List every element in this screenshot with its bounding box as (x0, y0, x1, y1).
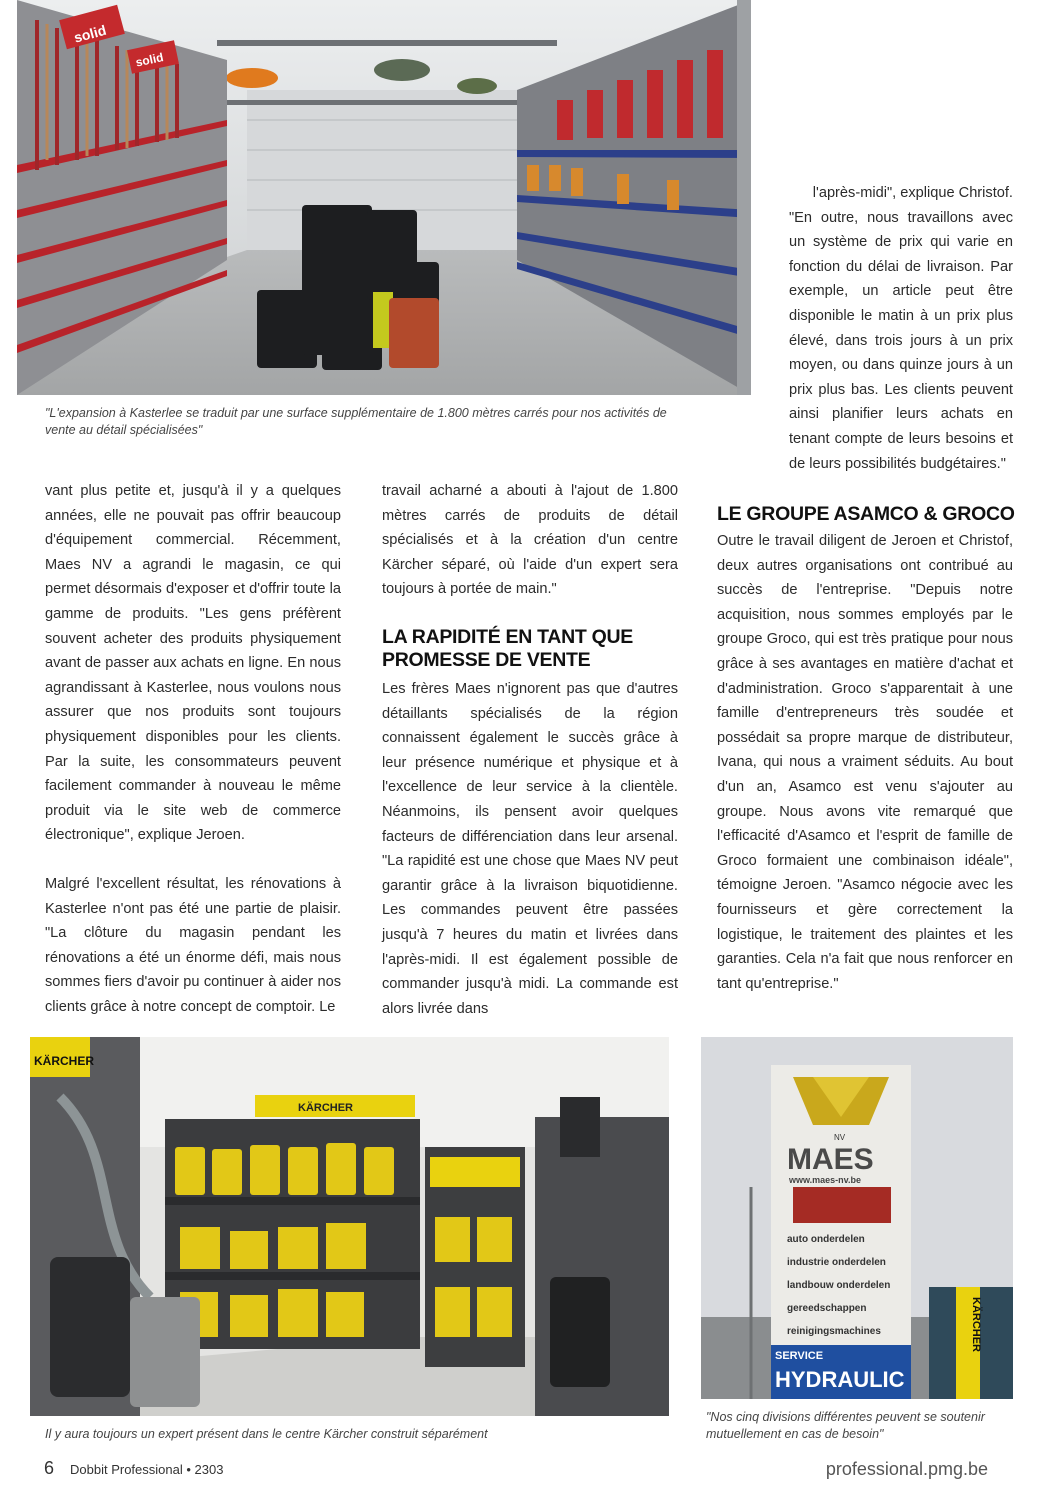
maes-name: MAES (787, 1143, 874, 1176)
paragraph: Outre le travail diligent de Jeroen et Christof, deux autres organisations ont contribué au succès de l'entreprise. "Depuis notre acquisition, nous sommes employés par le groupe Groco, qui est très pratique pour nous grâce à ses avantages en matière d'achat et d'administration. Groco s'apparentait à une famille d'entrepreneurs très soudée et possédait sa propre marque de distributeur, Ivana, qui nous a vraiment séduits. Au bout d'un an, Asamco est venu s'ajouter au groupe. Nous avons vite remarqué que l'efficacité d'Asamco et l'esprit de famille de Groco formaient une combinaison idéale", témoigne Jeroen. "Asamco négocie avec les fournisseurs et gère correctement la logistique, le traitement des plaintes et les garanties. Cela n'a fait que nous renforcer en tant qu'entreprise." (717, 533, 1013, 992)
maes-division: gereedschappen (787, 1303, 867, 1314)
article-column-1 (45, 479, 341, 1019)
karcher-logo-left: KÄRCHER (34, 1054, 94, 1068)
heading-line: PROMESSE DE VENTE (382, 649, 591, 671)
caption-top: "L'expansion à Kasterlee se traduit par une surface supplémentaire de 1.800 mètres carrés pour nos activités de vente au détail spécialisées" (45, 406, 667, 437)
caption-bottom-right: "Nos cinq divisions différentes peuvent se soutenir mutuellement en cas de besoin" (706, 1410, 985, 1441)
solid-sign-1: solid (72, 21, 108, 46)
paragraph: "En outre, nous travaillons avec un système de prix qui varie en fonction du délai de livraison. Par exemple, un article peut être disponible le matin à un prix plus élevé, dans trois jours à un prix moyen, ou dans quinze jours à un prix plus bas. Les clients peuvent ainsi planifier leurs achats en tenant compte de leurs besoins et de leurs possibilités budgétaires." (789, 209, 1013, 472)
hydraulic-label: HYDRAULIC (775, 1367, 905, 1392)
service-label: SERVICE (775, 1350, 824, 1362)
paragraph: l'après-midi", explique Christof. (812, 185, 1013, 201)
section-heading-groupe: LE GROUPE ASAMCO & GROCO (717, 503, 1015, 525)
maes-url: www.maes-nv.be (789, 1175, 862, 1185)
maes-division: auto onderdelen (787, 1234, 865, 1245)
paragraph: Les frères Maes n'ignorent pas que d'autres détaillants spécialisés de la région connaissent également le succès grâce à leur présence numérique et physique et à l'excellence de leur service à la clientèle. Néanmoins, ils pensent avoir quelques facteurs de différenciation dans leur arsenal. "La rapidité est une chose que Maes NV peut garantir grâce à la livraison biquotidienne. Les commandes peuvent être passées jusqu'à 7 heures du matin et livrées dans l'après-midi. Il est également possible de commander jusqu'à midi. La commande est alors livrée dans (382, 681, 678, 1017)
paragraph: Malgré l'excellent résultat, les rénovations à Kasterlee n'ont pas été une partie de plaisir. "La clôture du magasin pendant les rénovations a été un énorme défi, mais nous sommes fiers d'avoir pu continuer à aider nos clients grâce à notre concept de comptoir. Le (45, 875, 341, 1015)
article-column-right-top (789, 181, 1013, 476)
paragraph: vant plus petite et, jusqu'à il y a quelques années, elle ne pouvait pas offrir beaucoup d'équipement commercial. Récemment, Maes NV a agrandi le magasin, ce qui permet désormais d'exposer et d'offrir toute la gamme de produits. "Les gens préfèrent souvent acheter des produits physiquement avant de passer aux achats en ligne. En nous agrandissant à Kasterlee, nous voulons nous assurer que nos produits sont toujours physiquement disponibles pour les clients. Par la suite, les consommateurs peuvent facilement commander à nouveau le même produit via le site web de commerce électronique", explique Jeroen. (45, 483, 341, 844)
solid-sign-2: solid (134, 50, 165, 70)
maes-division: industrie onderdelen (787, 1257, 886, 1268)
caption-bottom-left: Il y aura toujours un expert présent dans le centre Kärcher construit séparément (45, 1427, 488, 1441)
article-column-2-body (382, 677, 678, 1021)
heading-line: LA RAPIDITÉ EN TANT QUE (382, 626, 633, 648)
article-column-2-top (382, 479, 678, 602)
maes-division: landbouw onderdelen (787, 1280, 891, 1291)
maes-division: reinigingsmachines (787, 1326, 881, 1337)
page-number: 6 (44, 1458, 55, 1478)
publication-name: Dobbit Professional • 2303 (70, 1462, 224, 1477)
store-aisle-photo (17, 0, 751, 395)
publisher-url[interactable]: professional.pmg.be (825, 1459, 988, 1479)
section-heading-rapidite (382, 626, 682, 672)
karcher-center-photo (30, 1037, 669, 1416)
maes-nv-label: NV (834, 1133, 846, 1142)
paragraph: travail acharné a abouti à l'ajout de 1.800 mètres carrés de produits de détail spécialisés et à la création d'un centre Kärcher séparé, où l'aide d'un expert sera toujours à portée de main." (382, 483, 678, 598)
karcher-vertical-sign: KÄRCHER (970, 1297, 982, 1352)
karcher-header-text: KÄRCHER (298, 1102, 353, 1114)
maes-sign-photo (701, 1037, 1013, 1399)
article-column-3 (717, 529, 1013, 996)
